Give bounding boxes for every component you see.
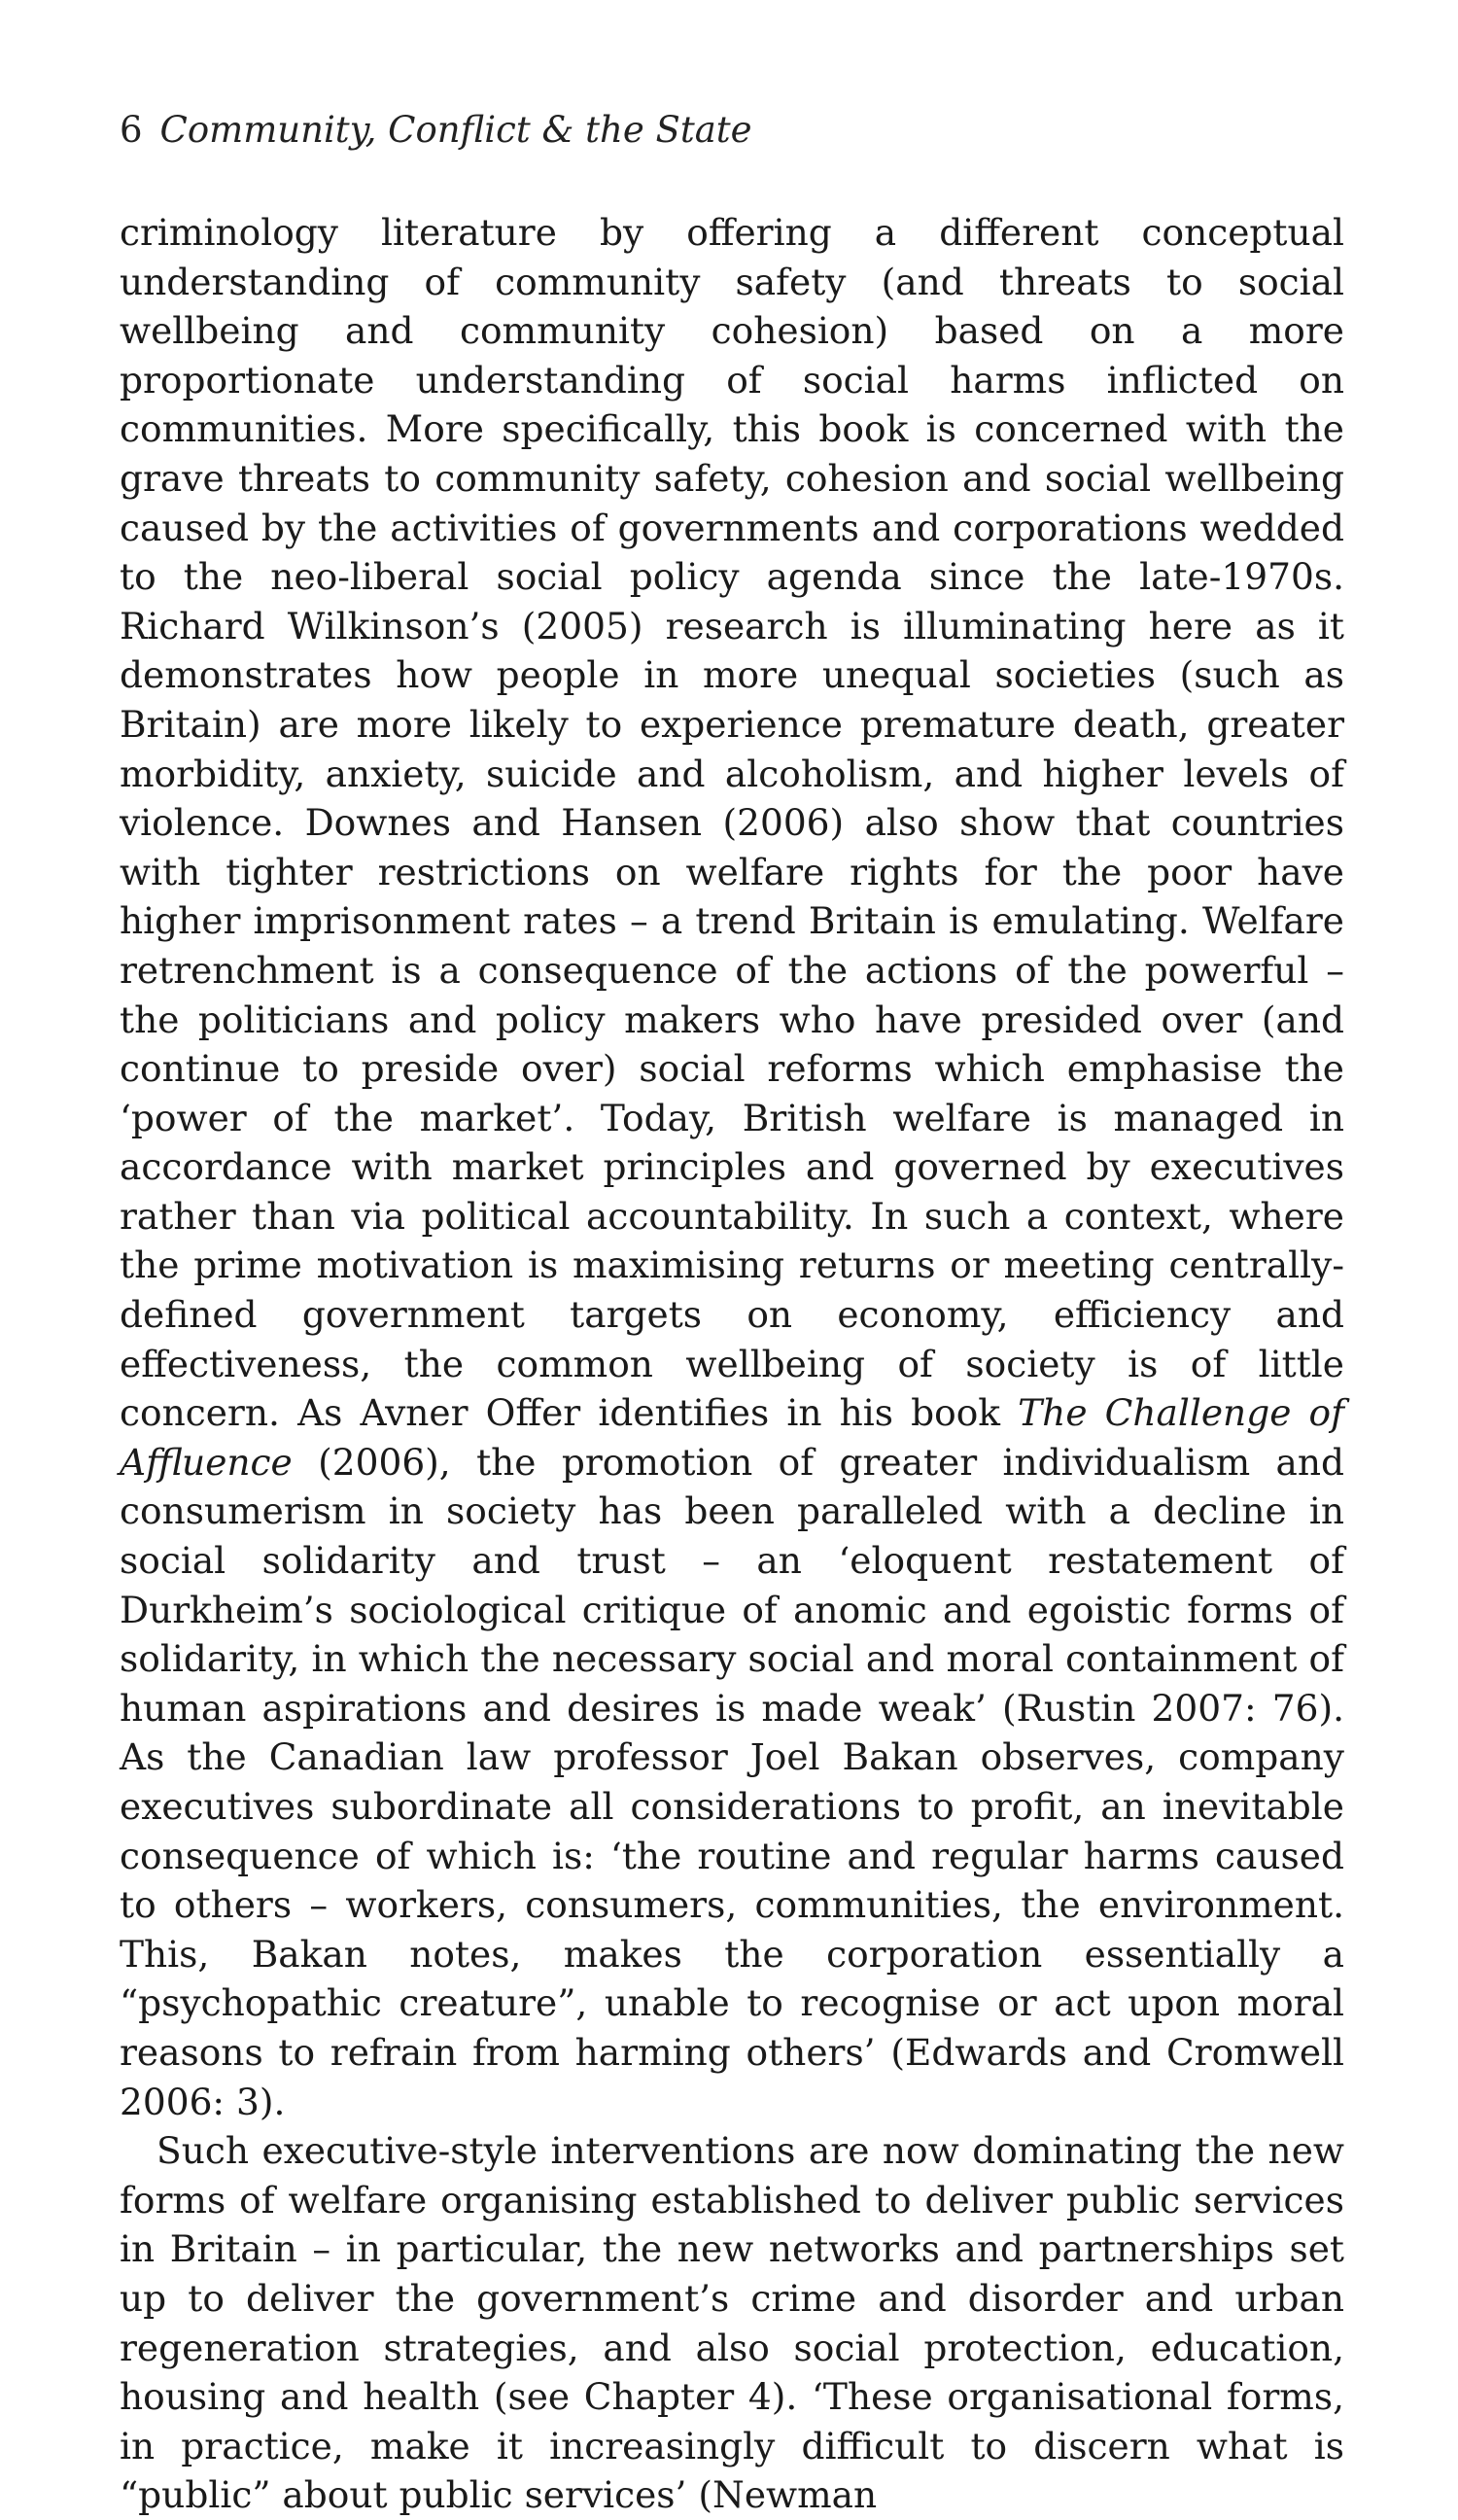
book-title: Community, Conflict & the State: [159, 109, 752, 151]
paragraph-1-text-b: (2006), the promotion of greater individualism and consumerism in society has been paralleled with a decline in social solidarity and trust – an ‘eloquent restatement of Durkheim’s sociological critique of anomic and egoistic forms of solidarity, in which the necessary social and moral containment of human aspirations and desires is made weak’ (Rustin 2007: 76). As the Canadian law professor Joel Bakan observes, company executives subordinate all considerations to profit, an inevitable consequence of which is: ‘the routine and regular harms caused to others – workers, consumers, communities, the environment. This, Bakan notes, makes the corporation essentially a “psychopathic creature”, unable to recognise or act upon moral reasons to refrain from harming others’ (Edwards and Cromwell 2006: 3).: [120, 1440, 1344, 2123]
cited-book-title: The Challenge of Affluence: [120, 1391, 1344, 1484]
running-head: [120, 109, 752, 151]
page-number: 6: [120, 109, 143, 151]
paragraph-1: [120, 208, 1344, 2126]
paragraph-1-text-a: criminology literature by offering a different conceptual understanding of community safety (and threats to social wellbeing and community cohesion) based on a more proportionate understanding of social harms inflicted on communities. More specifically, this book is concerned with the grave threats to community safety, cohesion and social wellbeing caused by the activities of governments and corporations wedded to the neo-liberal social policy agenda since the late-1970s. Richard Wilkinson’s (2005) research is illuminating here as it demonstrates how people in more unequal societies (such as Britain) are more likely to experience premature death, greater morbidity, anxiety, suicide and alcoholism, and higher levels of violence. Downes and Hansen (2006) also show that countries with tighter restrictions on welfare rights for the poor have higher imprisonment rates – a trend Britain is emulating. Welfare retrenchment is a consequence of the actions of the powerful – the politicians and policy makers who have presided over (and continue to preside over) social reforms which emphasise the ‘power of the market’. Today, British welfare is managed in accordance with market principles and governed by executives rather than via political accountability. In such a context, where the prime motivation is maximising returns or meeting centrally-defined government targets on economy, efficiency and effectiveness, the common wellbeing of society is of little concern. As Avner Offer identifies in his book: [120, 211, 1344, 1435]
body-text: [120, 208, 1344, 2520]
paragraph-2: Such executive-style interventions are now dominating the new forms of welfare organising established to deliver public services in Britain – in particular, the new networks and partnerships set up to deliver the government’s crime and disorder and urban regeneration strategies, and also social protection, education, housing and health (see Chapter 4). ‘These organisational forms, in practice, make it increasingly difficult to discern what is “public” about public services’ (Newman: [120, 2129, 1344, 2517]
